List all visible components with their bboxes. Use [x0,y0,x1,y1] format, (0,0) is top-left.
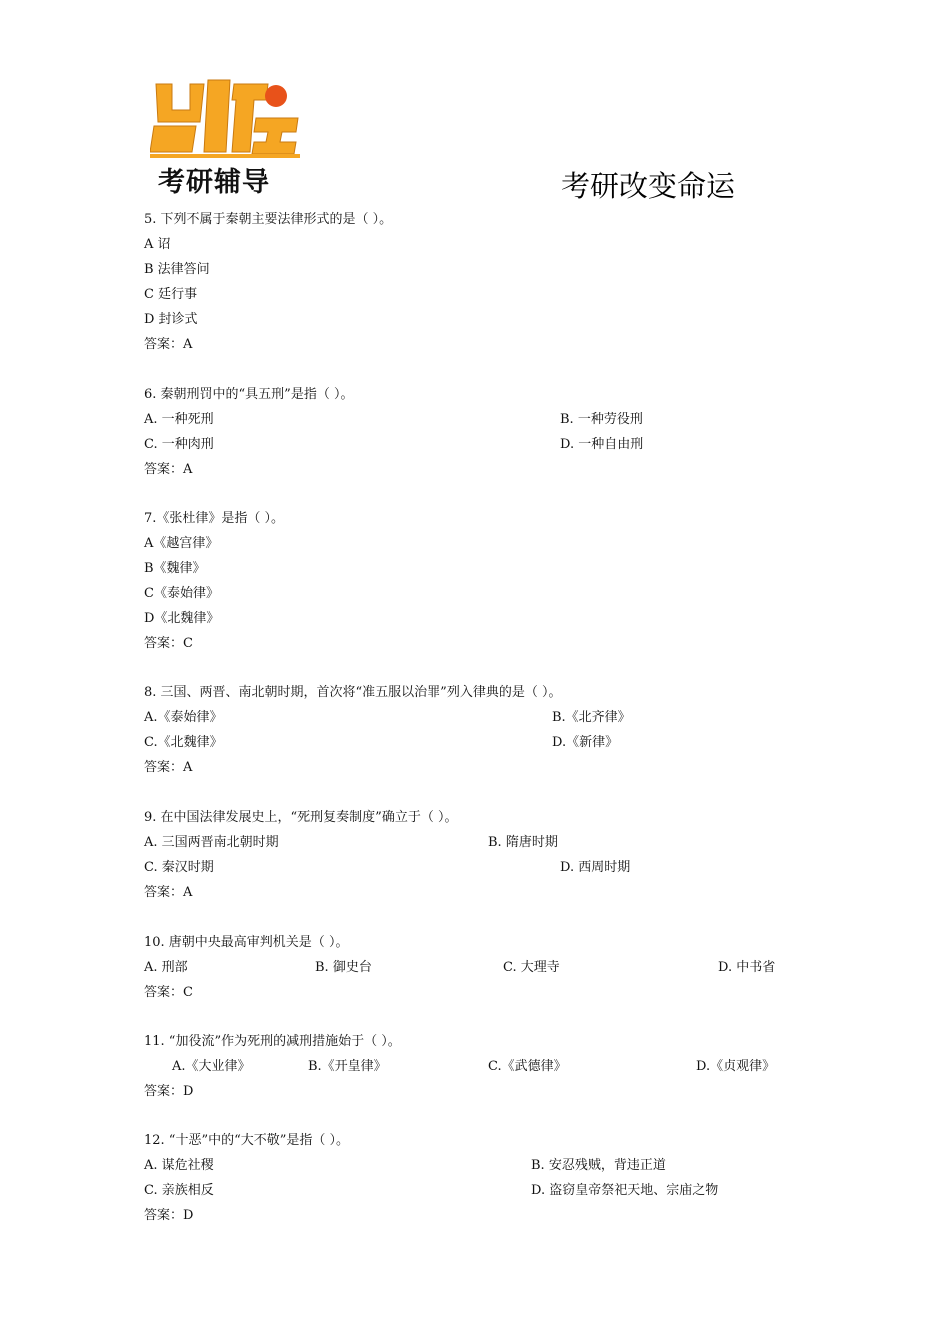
question-11 [144,1029,844,1104]
option: A. 一种死刑 [144,412,214,427]
option: A. 刑部 [144,960,188,975]
option: C. 秦汉时期 [144,860,214,875]
question-stem: 5. 下列不属于秦朝主要法律形式的是（ ）。 [144,212,393,227]
option: B. 一种劳役刑 [560,412,643,427]
slogan: 考研改变命运 [561,169,736,203]
option: C 廷行事 [144,287,198,302]
option: B《魏律》 [144,561,206,576]
option: B. 御史台 [315,960,372,975]
option: A.《大业律》 [172,1059,251,1074]
question-stem: 8. 三国、两晋、南北朝时期，首次将“准五服以治罪”列入律典的是（ ）。 [144,685,562,700]
question-9 [144,805,844,905]
option: C.《武德律》 [488,1059,567,1074]
logo-subtitle: 考研辅导 [158,167,270,198]
option: C. 一种肉刑 [144,437,214,452]
option: A. 三国两晋南北朝时期 [144,835,279,850]
option: B. 隋唐时期 [488,835,558,850]
answer: 答案：C [144,636,193,651]
option: A《越宫律》 [144,536,219,551]
option: D. 中书省 [718,960,776,975]
option: D 封诊式 [144,312,198,327]
option: C《泰始律》 [144,586,219,601]
option: A 诏 [144,237,171,252]
option: B. 安忍残贼，背违正道 [531,1158,666,1173]
option: D.《贞观律》 [696,1059,776,1074]
question-stem: 10. 唐朝中央最高审判机关是（ ）。 [144,935,349,950]
question-12 [144,1128,844,1228]
option: B 法律答问 [144,262,210,277]
logo-mark-icon [150,74,300,158]
answer: 答案：A [144,337,193,352]
option: D. 盗窃皇帝祭祀天地、宗庙之物 [531,1183,719,1198]
option: A. 谋危社稷 [144,1158,214,1173]
option: D. 西周时期 [560,860,631,875]
option: A.《泰始律》 [144,710,223,725]
option: D.《新律》 [552,735,619,750]
answer: 答案：D [144,1208,194,1223]
question-6 [144,382,844,482]
option: C.《北魏律》 [144,735,223,750]
question-7 [144,506,844,656]
question-5 [144,207,844,357]
option: B.《开皇律》 [308,1059,387,1074]
option: B.《北齐律》 [552,710,631,725]
option: D《北魏律》 [144,611,220,626]
question-10 [144,930,844,1005]
answer: 答案：A [144,885,193,900]
answer: 答案：C [144,985,193,1000]
option: C. 大理寺 [503,960,560,975]
brand-logo [150,74,300,198]
question-stem: 9. 在中国法律发展史上，“死刑复奏制度”确立于（ ）。 [144,810,458,825]
question-8 [144,680,844,780]
option: D. 一种自由刑 [560,437,644,452]
answer: 答案：D [144,1084,194,1099]
question-stem: 12. “十恶”中的“大不敬”是指（ ）。 [144,1133,350,1148]
answer: 答案：A [144,760,193,775]
question-stem: 11. “加役流”作为死刑的减刑措施始于（ ）。 [144,1034,401,1049]
option: C. 亲族相反 [144,1183,214,1198]
question-stem: 7.《张杜律》是指（ ）。 [144,511,285,526]
answer: 答案：A [144,462,193,477]
question-stem: 6. 秦朝刑罚中的“具五刑”是指（ ）。 [144,387,354,402]
